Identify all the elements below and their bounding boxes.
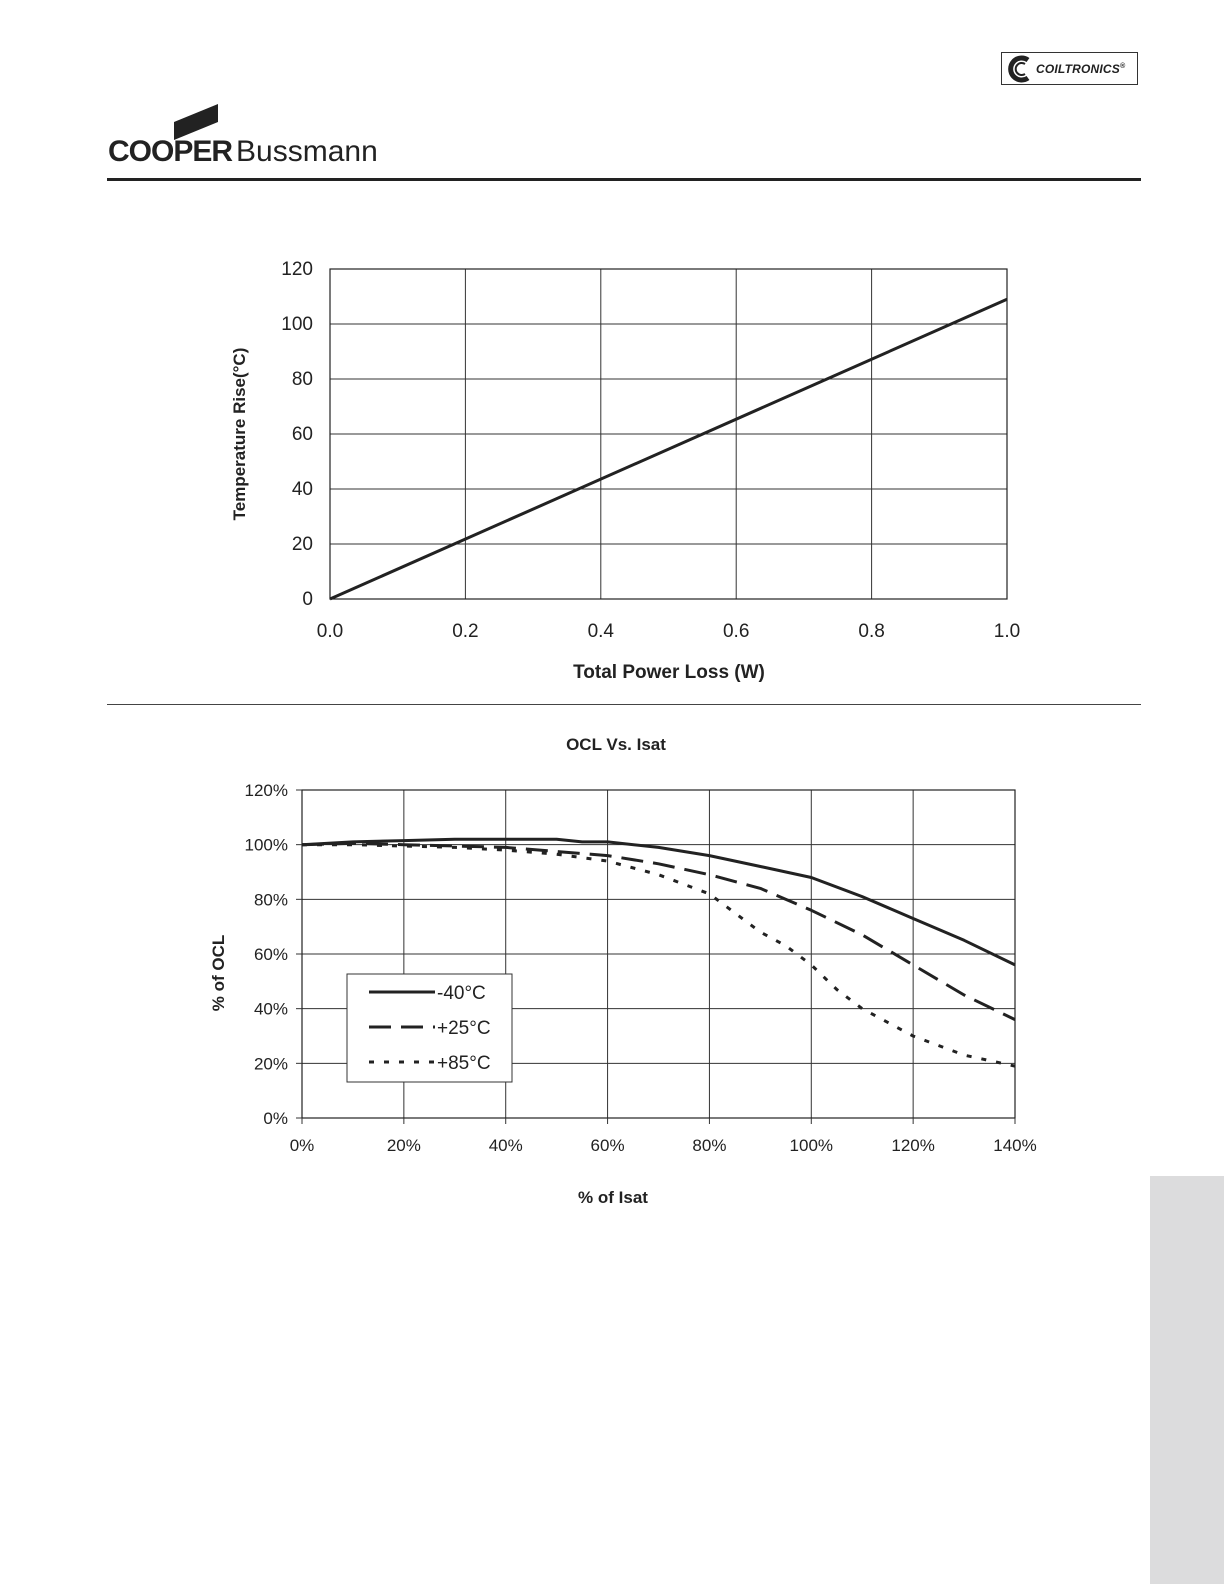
chart1-y-axis-title: Temperature Rise(°C)	[230, 347, 249, 521]
chart1-x-tick-label: 1.0	[993, 621, 1021, 642]
chart2-y-ticks	[245, 781, 302, 1128]
coiltronics-name: COILTRONICS	[1036, 62, 1120, 76]
chart2-x-tick-label: 140%	[993, 1136, 1037, 1155]
side-tab	[1150, 1176, 1224, 1584]
chart2-x-tick-label: 80%	[692, 1136, 727, 1155]
coiltronics-logo	[1001, 52, 1138, 85]
chart2-x-axis-title: % of Isat	[578, 1188, 648, 1207]
chart1-x-tick-label: 0.6	[722, 621, 750, 642]
chart1-x-tick-label: 0.4	[587, 621, 615, 642]
chart2-y-tick-label: 120%	[244, 781, 288, 800]
chart1-y-tick-label: 120	[281, 259, 313, 280]
chart1-y-tick-label: 20	[291, 534, 313, 555]
header-divider	[107, 178, 1141, 181]
chart1-y-tick-label: 100	[281, 314, 313, 335]
chart1-y-tick-label: 0	[302, 589, 313, 610]
section-divider	[107, 704, 1141, 705]
chart1-x-tick-label: 0.0	[316, 621, 344, 642]
chart2-series-line	[302, 839, 1015, 965]
chart1-grid	[330, 269, 1007, 599]
coiltronics-wordmark	[1036, 62, 1125, 76]
chart1-y-tick-label: 40	[291, 479, 313, 500]
chart2-y-tick-label: 20%	[253, 1054, 288, 1074]
chart1-series-line	[330, 299, 1007, 599]
ocl-vs-isat-chart	[0, 720, 1224, 1220]
chart2-x-ticks	[290, 1118, 1037, 1155]
chart2-legend	[347, 974, 512, 1082]
chart1-x-tick-label: 0.2	[452, 621, 479, 642]
chart2-x-tick-label: 40%	[488, 1136, 523, 1155]
bussmann-wordmark: Bussmann	[236, 135, 378, 168]
chart1-y-tick-label: 80	[291, 369, 313, 390]
chart2-x-tick-label: 120%	[891, 1136, 935, 1155]
temperature-rise-chart	[0, 240, 1224, 700]
chart2-y-tick-label: 100%	[244, 835, 288, 855]
chart1-y-ticks	[281, 259, 313, 610]
chart2-x-tick-label: 100%	[789, 1136, 834, 1155]
chart2-y-tick-label: 0%	[263, 1109, 288, 1128]
chart1-y-tick-label: 60	[291, 424, 313, 445]
coiltronics-c-icon	[1006, 55, 1034, 83]
chart1-x-axis-title: Total Power Loss (W)	[573, 662, 765, 683]
chart2-x-tick-label: 20%	[386, 1136, 421, 1155]
chart1-x-tick-label: 0.8	[858, 621, 885, 642]
chart1-x-ticks	[317, 621, 1020, 642]
chart1-series	[330, 299, 1007, 599]
cooper-wordmark: COOPER	[108, 135, 233, 168]
chart2-y-axis-title: % of OCL	[209, 934, 228, 1012]
chart2-y-tick-label: 40%	[253, 999, 288, 1019]
cooper-bussmann-logo	[108, 132, 378, 172]
chart2-x-tick-label: 0%	[289, 1136, 315, 1155]
chart2-legend-label: +85°C	[437, 1053, 491, 1074]
registered-mark: ®	[1119, 63, 1126, 70]
chart2-legend-label: -40°C	[437, 983, 486, 1004]
chart2-y-tick-label: 80%	[253, 890, 288, 910]
chart2-y-tick-label: 60%	[253, 945, 288, 964]
chart2-x-tick-label: 60%	[590, 1136, 625, 1155]
chart2-legend-label: +25°C	[437, 1018, 491, 1039]
chart2-title: OCL Vs. Isat	[566, 735, 666, 754]
